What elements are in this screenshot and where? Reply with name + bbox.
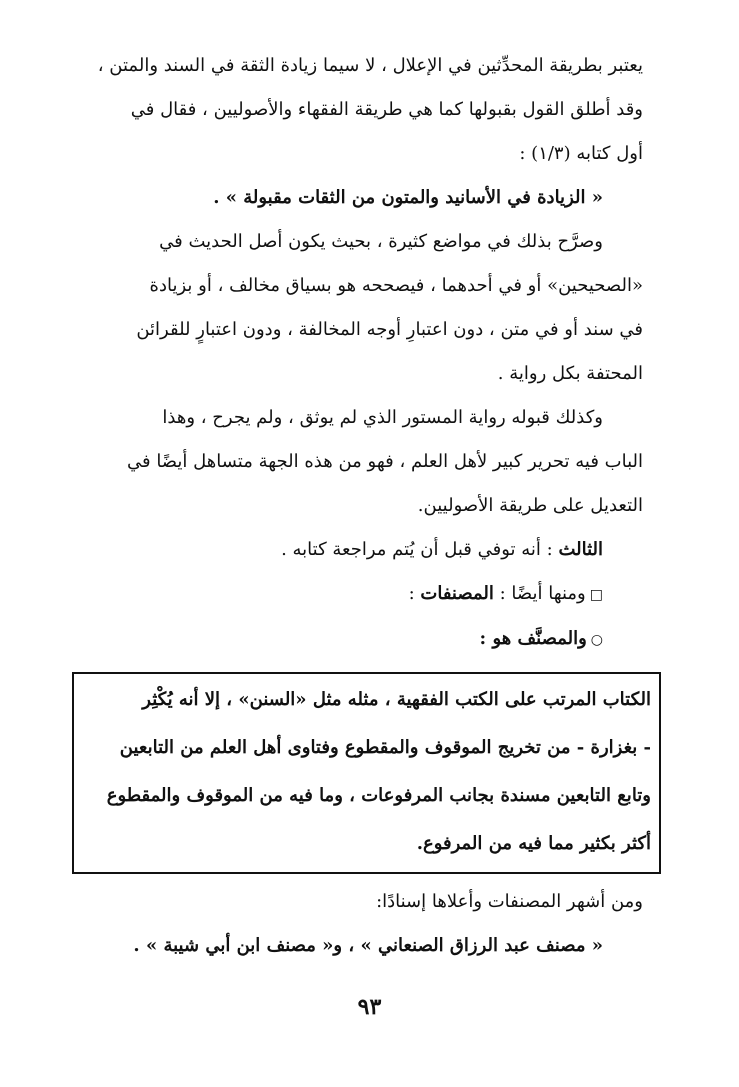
- paragraph-2: [78, 220, 643, 396]
- paragraph-1: [78, 44, 643, 176]
- musannafat-post: :: [408, 583, 415, 604]
- box-line: أكثر بكثير مما فيه من المرفوع.: [416, 833, 651, 854]
- box-line: - بغزارة - من تخريج الموقوف والمقطوع وفتاوى أهل العلم من التابعين: [119, 737, 651, 758]
- page-number: ٩٣: [357, 994, 382, 1020]
- musannafat-heading: [78, 572, 643, 617]
- text-line: الباب فيه تحرير كبير لأهل العلم ، فهو من هذه الجهة متساهل أيضًا في: [126, 451, 643, 472]
- text-line: التعديل على طريقة الأصوليين.: [417, 495, 643, 516]
- text-line: وصرَّح بذلك في مواضع كثيرة ، بحيث يكون أصل الحديث في: [159, 231, 603, 252]
- third-text: : أنه توفي قبل أن يُتم مراجعة كتابه .: [281, 539, 553, 560]
- box-line: وتابع التابعين مسندة بجانب المرفوعات ، وما فيه من الموقوف والمقطوع: [106, 785, 651, 806]
- paragraph-3: [78, 396, 643, 528]
- text-line: وقد أطلق القول بقبولها كما هي طريقة الفقهاء والأصوليين ، فقال في: [130, 99, 643, 120]
- text-line: يعتبر بطريقة المحدِّثين في الإعلال ، لا سيما زيادة الثقة في السند والمتن ،: [97, 55, 643, 76]
- square-bullet-icon: □: [589, 587, 603, 603]
- third-point: [78, 528, 643, 572]
- musannaf-definition-heading: [78, 617, 643, 662]
- quote-2: « مصنف عبد الرزاق الصنعاني » ، و« مصنف ابن أبي شيبة » .: [133, 935, 603, 956]
- paragraph-4: ومن أشهر المصنفات وأعلاها إسنادًا:: [376, 891, 643, 912]
- text-line: في سند أو في متن ، دون اعتبارِ أوجه المخالفة ، ودون اعتبارٍ للقرائن: [136, 319, 643, 340]
- text-line: وكذلك قبوله رواية المستور الذي لم يوثق ، ولم يجرح ، وهذا: [162, 407, 603, 428]
- page-body: [78, 44, 651, 968]
- circle-bullet-icon: ○: [590, 632, 603, 648]
- third-label: الثالث: [558, 539, 603, 560]
- musannaf-text: والمصنَّف هو :: [479, 628, 587, 649]
- text-line: «الصحيحين» أو في أحدهما ، فيصححه هو بسياق مخالف ، أو بزيادة: [149, 275, 643, 296]
- text-line: المحتفة بكل رواية .: [497, 363, 643, 384]
- box-line: الكتاب المرتب على الكتب الفقهية ، مثله مثل «السنن» ، إلا أنه يُكْثِر: [142, 689, 651, 710]
- musannafat-label: المصنفات: [420, 583, 494, 604]
- text-line: أول كتابه (١/٣) :: [519, 143, 643, 164]
- quote-1: « الزيادة في الأسانيد والمتون من الثقات مقبولة » .: [213, 187, 603, 208]
- musannafat-pre: ومنها أيضًا :: [499, 583, 586, 604]
- definition-box: [72, 672, 661, 874]
